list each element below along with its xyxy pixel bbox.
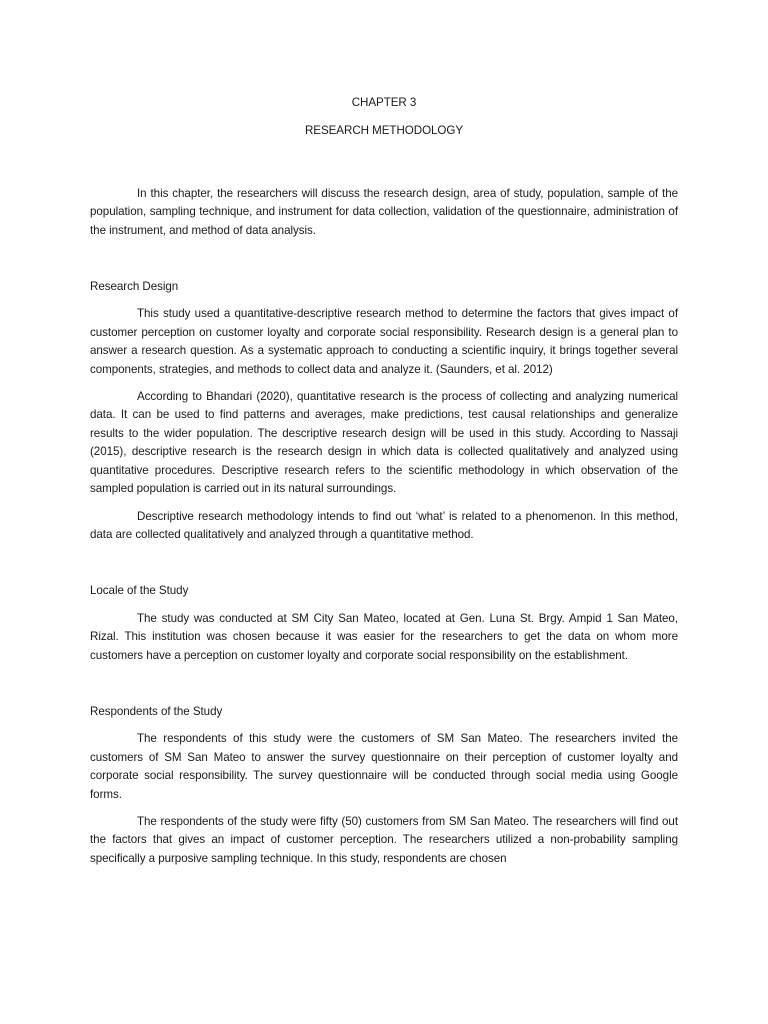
section-respondents — [90, 703, 678, 868]
document-content — [90, 94, 678, 868]
section-heading: Locale of the Study — [90, 584, 189, 598]
section-locale — [90, 582, 678, 665]
chapter-number: CHAPTER 3 — [351, 96, 417, 109]
paragraph: Descriptive research methodology intends to find out ‘what’ is related to a phenomenon. In this method, data are collected qualitatively and analyzed through a quantitative method. — [90, 509, 678, 541]
paragraph: According to Bhandari (2020), quantitative research is the process of collecting and analyzing numerical data. It can be used to find patterns and averages, make predictions, test causal relationships and generalize results to the wider population. The descriptive research design will be used in this study. According to Nassaji (2015), descriptive research is the research design in which data is collected qualitatively and analyzed using quantitative procedures. Descriptive research refers to the scientific methodology in which observation of the sampled population is carried out in its natural surroundings. — [90, 390, 678, 496]
intro-paragraph: In this chapter, the researchers will discuss the research design, area of study, population, sample of the population, sampling technique, and instrument for data collection, validation of the questionnaire, administration of the instrument, and method of data analysis. — [90, 186, 678, 237]
paragraph: The respondents of the study were fifty (50) customers from SM San Mateo. The researchers will find out the factors that gives an impact of customer perception. The researchers utilized a non-probability sampling specifically a purposive sampling technique. In this study, respondents are chosen — [90, 814, 678, 865]
section-heading: Research Design — [90, 280, 179, 294]
paragraph: The study was conducted at SM City San Mateo, located at Gen. Luna St. Brgy. Ampid 1 San Mateo, Rizal. This institution was chosen because it was easier for the researchers to get the data on whom more customers have a perception on customer loyalty and corporate social responsibility on the establishment. — [90, 611, 678, 662]
paragraph: The respondents of this study were the customers of SM San Mateo. The researchers invited the customers of SM San Mateo to answer the survey questionnaire on their perception of customer loyalty and corporate social responsibility. The survey questionnaire will be conducted through social media using Google forms. — [90, 732, 678, 801]
chapter-title: RESEARCH METHODOLOGY — [304, 124, 464, 138]
paragraph: This study used a quantitative-descriptive research method to determine the factors that gives impact of customer perception on customer loyalty and corporate social responsibility. Research design is a general plan to answer a research question. As a systematic approach to conducting a scientific inquiry, it brings together several components, strategies, and methods to collect data and analyze it. (Saunders, et al. 2012) — [90, 307, 678, 376]
section-heading: Respondents of the Study — [90, 704, 223, 718]
section-research-design — [90, 278, 678, 544]
